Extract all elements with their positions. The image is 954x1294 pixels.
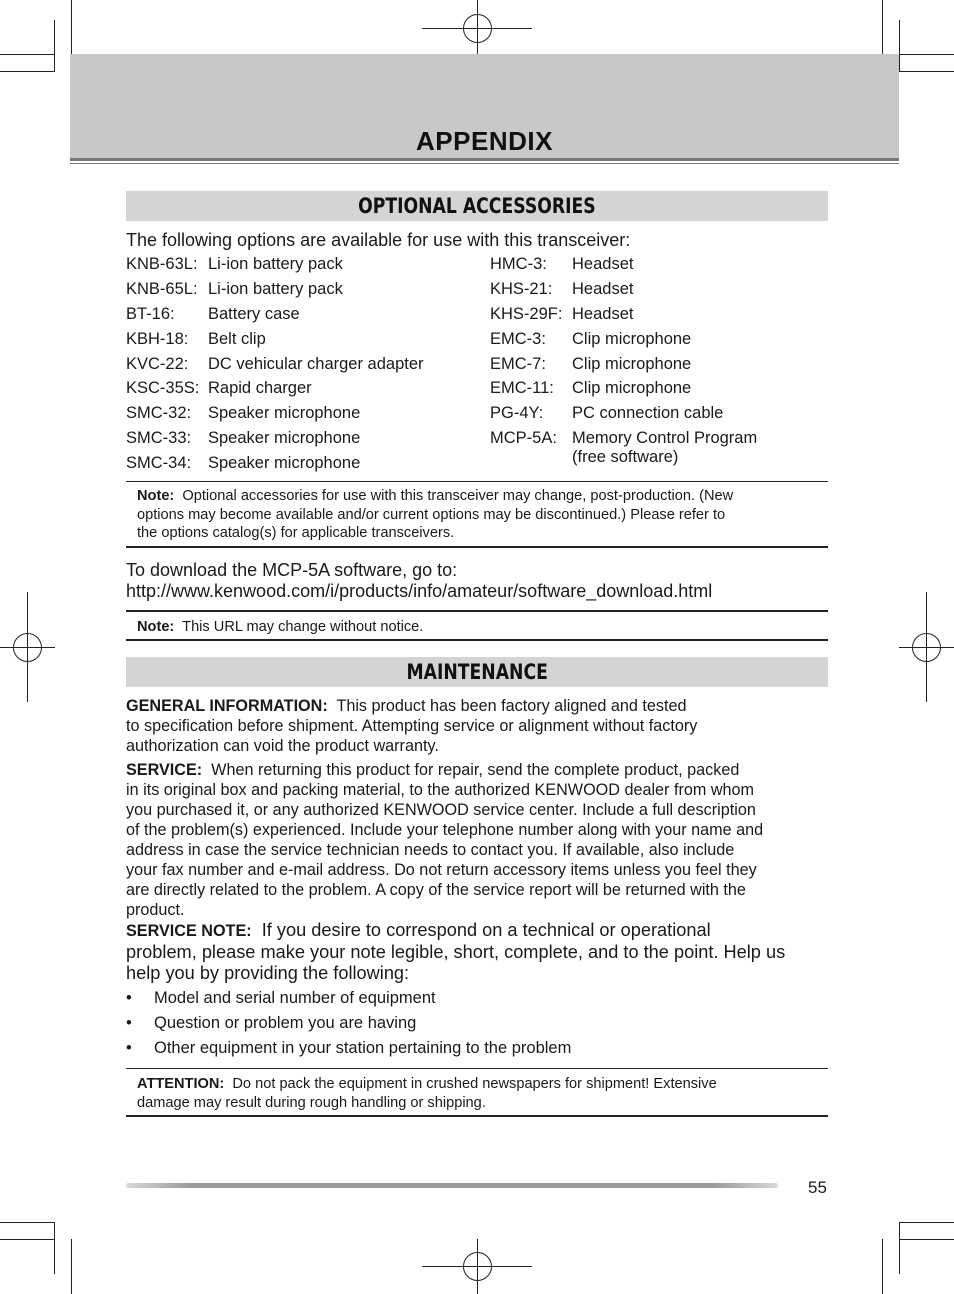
- list-item: KSC-35S: Rapid charger: [126, 379, 312, 398]
- list-item: EMC-11: Clip microphone: [490, 379, 692, 398]
- list-item: BT-16: Battery case: [126, 304, 300, 323]
- list-item: EMC-3: Clip microphone: [490, 329, 692, 348]
- list-item: EMC-7: Clip microphone: [490, 354, 692, 373]
- service-paragraph: SERVICE: When returning this product for repair, send the complete product, packed in its original box and packing material, to the authorized KENWOOD dealer from whom you purchased it, or any authorized KENWOOD service center. Include a full description of the problem(s) experienced. Include your telephone number along with your name and address in case the service technician needs to contact you. If available, also include your fax number and e-mail address. Do not return accessory items unless you feel they are directly related to the problem. A copy of the service report will be returned with the product.: [126, 761, 764, 919]
- list-item: MCP-5A: Memory Control Program (free software): [490, 429, 758, 467]
- header-rule-thin: [70, 163, 899, 164]
- list-item: KHS-21: Headset: [490, 279, 634, 298]
- section-heading-optional-accessories: OPTIONAL ACCESSORIES: [126, 191, 828, 221]
- note2-rule-bottom: [126, 639, 828, 641]
- note2-rule-top: [126, 610, 828, 612]
- attention-rule-bottom: [126, 1115, 828, 1117]
- attention-note: ATTENTION: Do not pack the equipment in crushed newspapers for shipment! Extensive damage may result during rough handling or shipping.: [137, 1076, 717, 1111]
- list-item: SMC-32: Speaker microphone: [126, 404, 361, 423]
- bullet-icon: •: [126, 989, 132, 1007]
- bullet-icon: •: [126, 1014, 132, 1032]
- page-title: APPENDIX: [416, 126, 553, 156]
- list-item: HMC-3: Headset: [490, 255, 634, 273]
- attention-rule-top: [126, 1068, 828, 1069]
- bullet-icon: •: [126, 1039, 132, 1057]
- accessory-list-left: [126, 252, 476, 476]
- note-url: Note: This URL may change without notice.: [137, 619, 424, 635]
- section-heading-maintenance: MAINTENANCE: [126, 657, 828, 687]
- footer-rule: [126, 1183, 778, 1188]
- list-item: KNB-65L: Li-ion battery pack: [126, 279, 343, 298]
- accessory-list-right: [490, 252, 828, 467]
- accessories-intro: The following options are available for use with this transceiver:: [126, 230, 631, 250]
- note-rule-bottom: [126, 546, 828, 548]
- list-item: PG-4Y: PC connection cable: [490, 404, 724, 423]
- note-rule-top: [126, 481, 828, 482]
- general-information: GENERAL INFORMATION: This product has been factory aligned and tested to specification before shipment. Attempting service or alignment without factory authorization can void the product warranty.: [126, 697, 698, 755]
- download-url[interactable]: http://www.kenwood.com/i/products/info/amateur/software_download.html: [126, 581, 713, 601]
- list-item: KBH-18: Belt clip: [126, 329, 266, 348]
- list-item: KHS-29F: Headset: [490, 304, 634, 323]
- list-item: SMC-33: Speaker microphone: [126, 429, 361, 448]
- download-instructions: To download the MCP-5A software, go to: http://www.kenwood.com/i/products/info/amateur/software_download.html: [126, 560, 713, 601]
- service-note: SERVICE NOTE: If you desire to correspond on a technical or operational problem, please make your note legible, short, complete, and to the point. Help us help you by providing the following:: [126, 920, 786, 983]
- list-item: KNB-63L: Li-ion battery pack: [126, 255, 343, 273]
- list-item: SMC-34: Speaker microphone: [126, 454, 361, 473]
- note-accessories: Note: Optional accessories for use with this transceiver may change, post-production. (New options may become available and/or current options may be discontinued.) Please refer to the options catalog(s) for applicable transceivers.: [137, 488, 734, 541]
- header-rule: [70, 158, 899, 161]
- list-item: KVC-22: DC vehicular charger adapter: [126, 354, 424, 373]
- page-number: 55: [808, 1178, 827, 1197]
